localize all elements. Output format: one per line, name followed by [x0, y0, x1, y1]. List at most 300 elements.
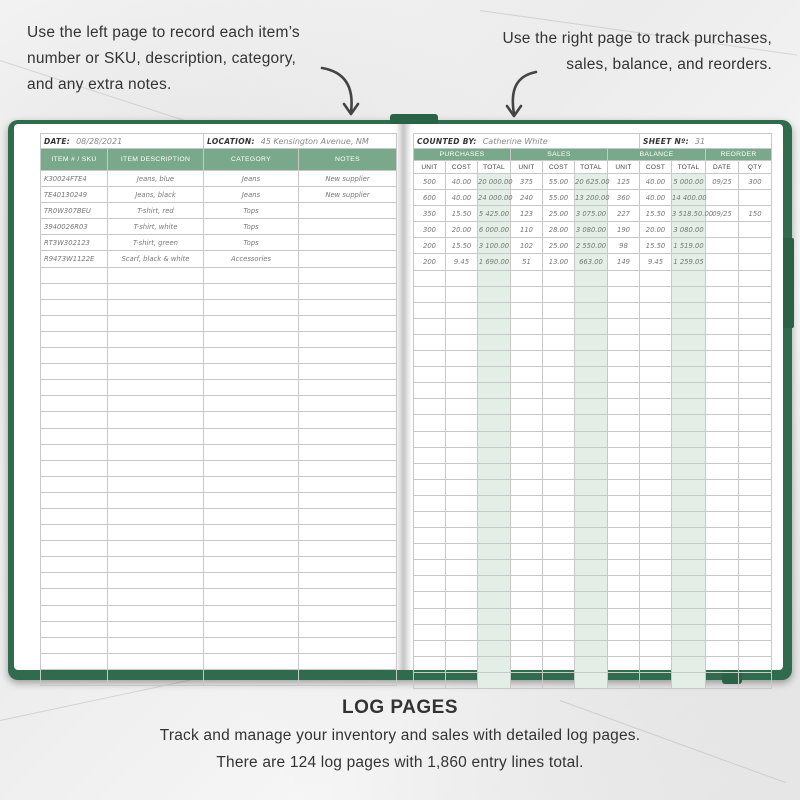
log-cell[interactable]: 227 [608, 206, 640, 222]
log-cell-desc[interactable] [108, 412, 204, 428]
log-cell[interactable] [672, 672, 706, 688]
log-cell[interactable] [575, 351, 608, 367]
log-cell[interactable] [543, 640, 575, 656]
log-cell[interactable] [640, 576, 672, 592]
log-cell[interactable] [672, 640, 706, 656]
log-cell-desc[interactable] [108, 315, 204, 331]
log-cell[interactable] [478, 592, 511, 608]
log-cell[interactable]: 110 [511, 222, 543, 238]
log-cell[interactable]: 125 [608, 174, 640, 190]
log-cell-cat[interactable]: Tops [204, 203, 299, 219]
log-cell-sku[interactable] [41, 380, 108, 396]
log-cell-cat[interactable] [204, 669, 299, 685]
log-cell[interactable] [706, 592, 739, 608]
log-cell[interactable] [739, 463, 772, 479]
log-cell-desc[interactable] [108, 428, 204, 444]
log-cell-desc[interactable]: Jeans, black [108, 187, 204, 203]
log-cell[interactable] [640, 351, 672, 367]
log-cell-sku[interactable] [41, 621, 108, 637]
log-cell[interactable] [739, 511, 772, 527]
log-cell[interactable] [446, 479, 478, 495]
log-cell-notes[interactable] [299, 669, 397, 685]
log-cell[interactable] [446, 672, 478, 688]
log-cell[interactable] [511, 640, 543, 656]
log-cell[interactable] [575, 447, 608, 463]
log-cell-sku[interactable] [41, 460, 108, 476]
log-cell[interactable] [543, 383, 575, 399]
log-cell-notes[interactable] [299, 653, 397, 669]
log-cell[interactable] [543, 431, 575, 447]
log-cell[interactable]: 51 [511, 254, 543, 270]
log-cell-desc[interactable] [108, 605, 204, 621]
log-cell-desc[interactable]: T-shirt, red [108, 203, 204, 219]
log-cell-notes[interactable] [299, 331, 397, 347]
log-cell-desc[interactable] [108, 492, 204, 508]
log-cell[interactable] [739, 544, 772, 560]
log-cell[interactable] [446, 528, 478, 544]
log-cell-notes[interactable] [299, 589, 397, 605]
log-cell[interactable] [446, 592, 478, 608]
log-cell-cat[interactable] [204, 444, 299, 460]
log-cell[interactable] [511, 656, 543, 672]
log-cell[interactable]: 98 [608, 238, 640, 254]
log-cell[interactable] [739, 431, 772, 447]
log-cell[interactable] [575, 334, 608, 350]
log-cell[interactable] [739, 576, 772, 592]
log-cell[interactable] [608, 431, 640, 447]
log-cell[interactable] [446, 302, 478, 318]
log-cell-cat[interactable] [204, 267, 299, 283]
log-cell[interactable]: 40.00 [640, 190, 672, 206]
log-cell[interactable] [414, 672, 446, 688]
log-cell[interactable] [739, 286, 772, 302]
log-cell-desc[interactable] [108, 573, 204, 589]
log-cell[interactable] [739, 302, 772, 318]
log-cell[interactable] [640, 624, 672, 640]
log-cell[interactable] [739, 254, 772, 270]
log-cell-notes[interactable] [299, 283, 397, 299]
log-cell-cat[interactable]: Accessories [204, 251, 299, 267]
log-cell[interactable]: 3 080.00 [672, 222, 706, 238]
log-cell[interactable] [706, 286, 739, 302]
log-cell[interactable]: 13 200.00 [575, 190, 608, 206]
log-cell[interactable] [739, 383, 772, 399]
log-cell[interactable] [706, 576, 739, 592]
log-cell-desc[interactable] [108, 283, 204, 299]
log-cell[interactable] [706, 544, 739, 560]
log-cell[interactable] [672, 463, 706, 479]
log-cell[interactable] [672, 415, 706, 431]
log-cell[interactable] [511, 270, 543, 286]
log-cell[interactable] [672, 624, 706, 640]
log-cell[interactable] [414, 560, 446, 576]
log-cell[interactable] [739, 592, 772, 608]
log-cell-notes[interactable] [299, 428, 397, 444]
log-cell[interactable] [672, 495, 706, 511]
log-cell[interactable]: 55.00 [543, 190, 575, 206]
log-cell-notes[interactable] [299, 380, 397, 396]
log-cell[interactable] [414, 286, 446, 302]
log-cell[interactable] [640, 592, 672, 608]
log-cell[interactable] [739, 190, 772, 206]
log-cell[interactable] [543, 463, 575, 479]
log-cell[interactable] [414, 367, 446, 383]
log-cell[interactable] [575, 608, 608, 624]
log-cell-desc[interactable] [108, 589, 204, 605]
log-cell[interactable] [608, 528, 640, 544]
log-cell[interactable] [414, 318, 446, 334]
log-cell[interactable] [543, 351, 575, 367]
log-cell-sku[interactable] [41, 331, 108, 347]
log-cell-desc[interactable] [108, 669, 204, 685]
log-cell-cat[interactable] [204, 331, 299, 347]
log-cell[interactable] [446, 383, 478, 399]
log-cell[interactable] [478, 672, 511, 688]
log-cell[interactable] [446, 608, 478, 624]
log-cell[interactable] [706, 415, 739, 431]
log-cell[interactable] [640, 463, 672, 479]
log-cell-cat[interactable] [204, 348, 299, 364]
log-cell[interactable] [672, 479, 706, 495]
log-cell[interactable] [414, 624, 446, 640]
log-cell[interactable] [478, 624, 511, 640]
log-cell[interactable] [706, 270, 739, 286]
log-cell[interactable] [706, 238, 739, 254]
log-cell[interactable] [672, 367, 706, 383]
log-cell[interactable]: 3 518.50.00 [672, 206, 706, 222]
log-cell[interactable] [414, 592, 446, 608]
log-cell[interactable] [575, 576, 608, 592]
log-cell[interactable] [706, 528, 739, 544]
log-cell-desc[interactable] [108, 525, 204, 541]
log-cell[interactable] [739, 608, 772, 624]
log-cell[interactable] [608, 367, 640, 383]
log-cell[interactable] [640, 640, 672, 656]
log-cell[interactable] [706, 656, 739, 672]
log-cell-notes[interactable] [299, 541, 397, 557]
log-cell[interactable] [739, 560, 772, 576]
log-cell[interactable] [511, 463, 543, 479]
log-cell[interactable] [672, 544, 706, 560]
log-cell[interactable]: 663.00 [575, 254, 608, 270]
log-cell[interactable] [608, 640, 640, 656]
log-cell[interactable] [608, 270, 640, 286]
log-cell-notes[interactable] [299, 364, 397, 380]
log-cell-cat[interactable] [204, 573, 299, 589]
log-cell[interactable] [706, 367, 739, 383]
log-cell[interactable] [575, 544, 608, 560]
log-cell[interactable] [575, 656, 608, 672]
log-cell[interactable] [446, 511, 478, 527]
log-cell[interactable] [739, 479, 772, 495]
log-cell-notes[interactable] [299, 605, 397, 621]
log-cell-sku[interactable] [41, 315, 108, 331]
log-cell[interactable] [608, 302, 640, 318]
log-cell[interactable] [511, 302, 543, 318]
log-cell[interactable] [446, 463, 478, 479]
log-cell[interactable] [543, 334, 575, 350]
log-cell[interactable] [640, 544, 672, 560]
log-cell-desc[interactable] [108, 364, 204, 380]
log-cell[interactable] [511, 367, 543, 383]
log-cell[interactable]: 40.00 [446, 174, 478, 190]
log-cell[interactable] [478, 640, 511, 656]
log-cell[interactable] [706, 560, 739, 576]
log-cell[interactable]: 24 000.00 [478, 190, 511, 206]
log-cell[interactable] [739, 415, 772, 431]
log-cell[interactable] [414, 383, 446, 399]
log-cell-notes[interactable] [299, 637, 397, 653]
log-cell[interactable] [706, 399, 739, 415]
log-cell-notes[interactable] [299, 460, 397, 476]
log-cell[interactable] [672, 431, 706, 447]
log-cell[interactable] [414, 415, 446, 431]
log-cell[interactable] [608, 544, 640, 560]
log-cell[interactable] [543, 270, 575, 286]
log-cell[interactable] [478, 447, 511, 463]
log-cell[interactable]: 15.50 [640, 238, 672, 254]
log-cell-desc[interactable]: T-shirt, white [108, 219, 204, 235]
log-cell[interactable] [706, 479, 739, 495]
log-cell-notes[interactable] [299, 573, 397, 589]
log-cell[interactable] [739, 624, 772, 640]
log-cell[interactable] [640, 447, 672, 463]
log-cell[interactable] [414, 479, 446, 495]
log-cell[interactable] [640, 479, 672, 495]
log-cell[interactable] [478, 608, 511, 624]
log-cell-sku[interactable] [41, 541, 108, 557]
log-cell[interactable] [543, 528, 575, 544]
log-cell-cat[interactable] [204, 525, 299, 541]
log-cell[interactable]: 1 690.00 [478, 254, 511, 270]
log-cell-sku[interactable] [41, 637, 108, 653]
log-cell[interactable] [706, 302, 739, 318]
log-cell[interactable] [575, 367, 608, 383]
log-cell[interactable] [543, 495, 575, 511]
log-cell[interactable] [575, 270, 608, 286]
log-cell-notes[interactable] [299, 492, 397, 508]
log-cell[interactable] [608, 624, 640, 640]
log-cell-desc[interactable] [108, 557, 204, 573]
log-cell-desc[interactable] [108, 299, 204, 315]
log-cell[interactable] [672, 383, 706, 399]
log-cell-sku[interactable] [41, 476, 108, 492]
log-cell[interactable] [608, 479, 640, 495]
log-cell-cat[interactable] [204, 541, 299, 557]
log-cell[interactable] [575, 286, 608, 302]
log-cell[interactable] [739, 222, 772, 238]
log-cell[interactable] [672, 592, 706, 608]
log-cell[interactable] [478, 544, 511, 560]
log-cell-cat[interactable] [204, 283, 299, 299]
log-cell-sku[interactable] [41, 573, 108, 589]
log-cell-cat[interactable]: Tops [204, 219, 299, 235]
log-cell[interactable] [575, 318, 608, 334]
log-cell[interactable] [478, 270, 511, 286]
log-cell[interactable] [640, 511, 672, 527]
log-cell-desc[interactable] [108, 508, 204, 524]
log-cell-cat[interactable] [204, 653, 299, 669]
log-cell[interactable]: 600 [414, 190, 446, 206]
log-cell[interactable]: 375 [511, 174, 543, 190]
log-cell[interactable]: 1 259.05 [672, 254, 706, 270]
log-cell-desc[interactable]: Jeans, blue [108, 171, 204, 187]
log-cell[interactable] [575, 431, 608, 447]
log-cell-cat[interactable] [204, 621, 299, 637]
log-cell[interactable]: 500 [414, 174, 446, 190]
log-cell[interactable] [672, 511, 706, 527]
log-cell[interactable] [511, 608, 543, 624]
log-cell-desc[interactable] [108, 637, 204, 653]
log-cell[interactable] [478, 334, 511, 350]
log-cell[interactable] [640, 415, 672, 431]
log-cell[interactable] [446, 334, 478, 350]
log-cell[interactable]: 3 100.00 [478, 238, 511, 254]
log-cell[interactable] [446, 318, 478, 334]
log-cell[interactable] [478, 383, 511, 399]
log-cell[interactable] [575, 528, 608, 544]
log-cell[interactable] [739, 640, 772, 656]
log-cell[interactable]: 123 [511, 206, 543, 222]
log-cell[interactable] [608, 351, 640, 367]
log-cell-notes[interactable] [299, 557, 397, 573]
log-cell[interactable] [543, 286, 575, 302]
log-cell[interactable]: 300 [414, 222, 446, 238]
log-cell[interactable] [608, 608, 640, 624]
log-cell[interactable]: 20 000.00 [478, 174, 511, 190]
log-cell[interactable] [478, 576, 511, 592]
log-cell-notes[interactable] [299, 621, 397, 637]
log-cell[interactable]: 1 519.00 [672, 238, 706, 254]
log-cell[interactable]: 6 000.00 [478, 222, 511, 238]
log-cell[interactable] [446, 270, 478, 286]
log-cell-sku[interactable]: TE40130249 [41, 187, 108, 203]
log-cell[interactable] [706, 672, 739, 688]
log-cell[interactable] [511, 351, 543, 367]
log-cell-desc[interactable] [108, 267, 204, 283]
counted-by-field[interactable]: COUNTED BY: Catherine White [414, 134, 640, 149]
log-cell[interactable] [543, 399, 575, 415]
log-cell[interactable] [640, 431, 672, 447]
log-cell-desc[interactable]: Scarf, black & white [108, 251, 204, 267]
log-cell-desc[interactable] [108, 541, 204, 557]
log-cell[interactable] [511, 415, 543, 431]
log-cell-sku[interactable] [41, 444, 108, 460]
log-cell[interactable] [414, 399, 446, 415]
log-cell[interactable] [575, 415, 608, 431]
log-cell[interactable] [511, 318, 543, 334]
log-cell-notes[interactable] [299, 476, 397, 492]
log-cell[interactable] [478, 399, 511, 415]
log-cell[interactable] [739, 238, 772, 254]
log-cell[interactable] [478, 463, 511, 479]
log-cell[interactable] [706, 463, 739, 479]
log-cell[interactable] [446, 351, 478, 367]
log-cell[interactable] [672, 318, 706, 334]
log-cell[interactable] [446, 447, 478, 463]
log-cell[interactable] [640, 528, 672, 544]
log-cell-cat[interactable] [204, 460, 299, 476]
log-cell[interactable] [511, 576, 543, 592]
log-cell[interactable]: 09/25 [706, 174, 739, 190]
log-cell[interactable] [543, 511, 575, 527]
log-cell[interactable] [706, 447, 739, 463]
log-cell-sku[interactable]: 3940026R03 [41, 219, 108, 235]
sheet-number-field[interactable]: SHEET Nº: 31 [640, 134, 772, 149]
log-cell[interactable] [543, 544, 575, 560]
log-cell[interactable] [608, 592, 640, 608]
log-cell[interactable] [739, 334, 772, 350]
log-cell-sku[interactable]: K30024FTE4 [41, 171, 108, 187]
log-cell[interactable]: 15.50 [446, 206, 478, 222]
log-cell[interactable] [575, 592, 608, 608]
log-cell-desc[interactable]: T-shirt, green [108, 235, 204, 251]
log-cell[interactable] [543, 415, 575, 431]
log-cell-sku[interactable] [41, 508, 108, 524]
log-cell[interactable] [608, 656, 640, 672]
log-cell[interactable] [543, 479, 575, 495]
log-cell[interactable] [511, 544, 543, 560]
log-cell[interactable] [640, 383, 672, 399]
log-cell-sku[interactable] [41, 589, 108, 605]
log-cell[interactable] [414, 431, 446, 447]
log-cell[interactable] [511, 560, 543, 576]
log-cell[interactable] [478, 367, 511, 383]
log-cell[interactable] [608, 334, 640, 350]
log-cell[interactable] [446, 367, 478, 383]
log-cell[interactable] [446, 415, 478, 431]
log-cell[interactable] [672, 576, 706, 592]
log-cell[interactable] [543, 560, 575, 576]
log-cell[interactable] [446, 576, 478, 592]
log-cell[interactable] [414, 608, 446, 624]
log-cell-cat[interactable]: Jeans [204, 187, 299, 203]
log-cell[interactable] [511, 334, 543, 350]
log-cell[interactable] [608, 576, 640, 592]
log-cell[interactable] [640, 286, 672, 302]
log-cell-cat[interactable] [204, 508, 299, 524]
log-cell[interactable] [575, 383, 608, 399]
log-cell[interactable]: 40.00 [640, 174, 672, 190]
log-cell[interactable] [414, 576, 446, 592]
log-cell[interactable] [478, 431, 511, 447]
log-cell-notes[interactable] [299, 525, 397, 541]
log-cell[interactable] [640, 608, 672, 624]
log-cell[interactable] [672, 334, 706, 350]
log-cell[interactable]: 190 [608, 222, 640, 238]
log-cell-cat[interactable] [204, 396, 299, 412]
log-cell[interactable]: 300 [739, 174, 772, 190]
log-cell[interactable] [446, 656, 478, 672]
log-cell[interactable] [672, 399, 706, 415]
log-cell-notes[interactable] [299, 203, 397, 219]
log-cell[interactable] [672, 447, 706, 463]
log-cell[interactable]: 3 075.00 [575, 206, 608, 222]
log-cell[interactable] [739, 367, 772, 383]
log-cell-sku[interactable] [41, 557, 108, 573]
log-cell-desc[interactable] [108, 348, 204, 364]
log-cell[interactable] [608, 560, 640, 576]
log-cell-desc[interactable] [108, 380, 204, 396]
log-cell-desc[interactable] [108, 621, 204, 637]
log-cell[interactable] [511, 511, 543, 527]
log-cell[interactable] [672, 560, 706, 576]
log-cell[interactable]: 20 625.00 [575, 174, 608, 190]
log-cell[interactable] [478, 528, 511, 544]
log-cell[interactable] [478, 495, 511, 511]
log-cell[interactable] [575, 399, 608, 415]
log-cell-cat[interactable] [204, 412, 299, 428]
